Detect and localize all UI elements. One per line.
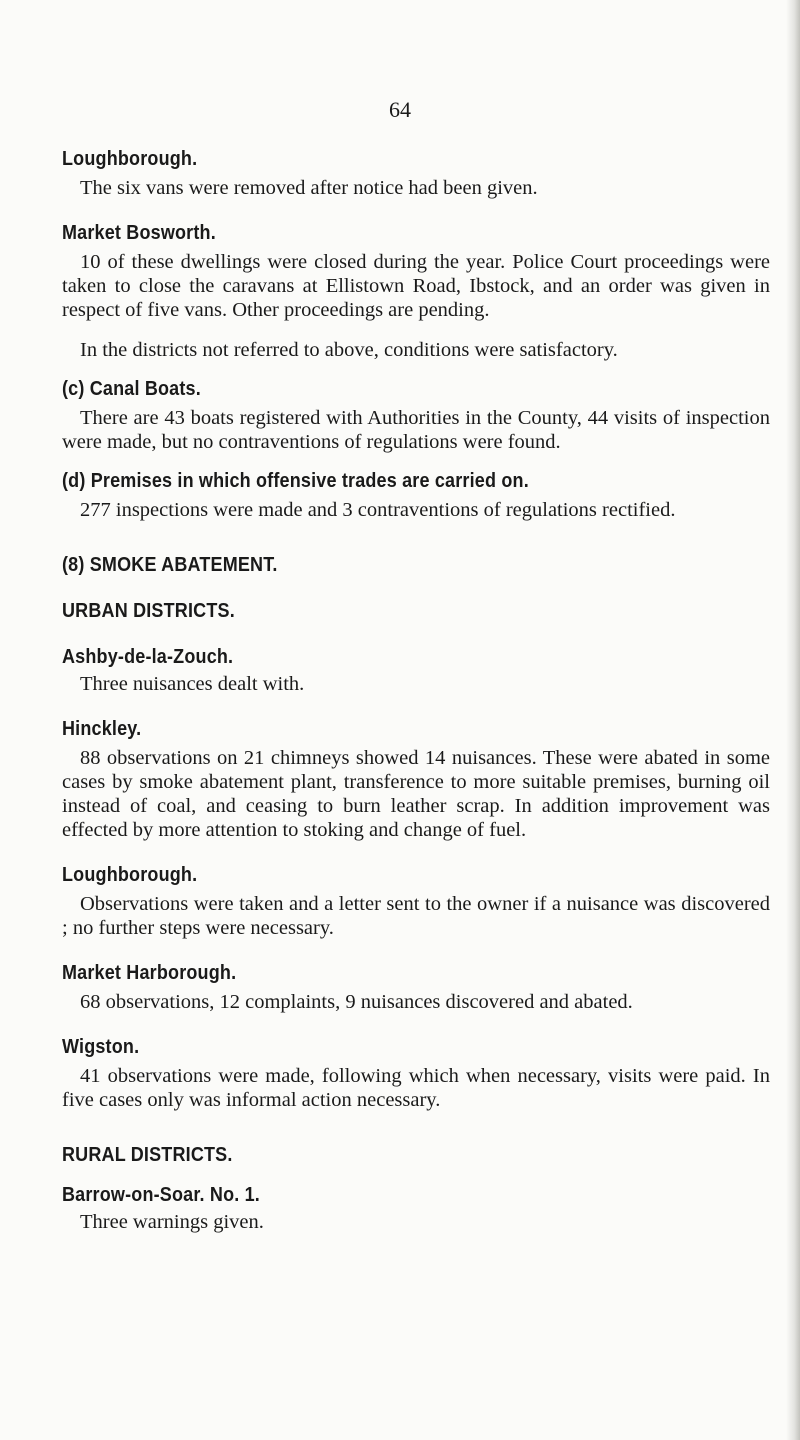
heading-barrow: Barrow-on-Soar. No. 1. bbox=[62, 1184, 260, 1206]
heading-rural-districts: RURAL DISTRICTS. bbox=[62, 1144, 233, 1166]
para-market-bosworth: 10 of these dwellings were closed during the year. Police Court proceedings were taken to close the caravans at Ellistown Road, Ibstock, and an order was given in respect of five vans. Other proceedings are pending. bbox=[62, 251, 770, 321]
heading-loughborough: Loughborough. bbox=[62, 148, 198, 170]
heading-urban-districts: URBAN DISTRICTS. bbox=[62, 600, 235, 622]
para-canal-boats: There are 43 boats registered with Authorities in the County, 44 visits of inspection were made, but no contraventions of regulations were found. bbox=[62, 407, 770, 453]
heading-hinckley: Hinckley. bbox=[62, 718, 142, 740]
document-body bbox=[62, 146, 770, 1234]
para-loughborough: The six vans were removed after notice had been given. bbox=[80, 177, 538, 199]
heading-market-harborough: Market Harborough. bbox=[62, 962, 237, 984]
para-offensive-trades: 277 inspections were made and 3 contraventions of regulations rectified. bbox=[80, 499, 676, 521]
heading-loughborough-smoke: Loughborough. bbox=[62, 864, 198, 886]
heading-market-bosworth: Market Bosworth. bbox=[62, 222, 216, 244]
heading-canal-boats: (c) Canal Boats. bbox=[62, 378, 201, 400]
para-wigston: 41 observations were made, following which when necessary, visits were paid. In five cases only was informal action necessary. bbox=[62, 1065, 770, 1111]
page-edge-shadow bbox=[786, 0, 800, 1440]
para-barrow: Three warnings given. bbox=[80, 1211, 264, 1233]
heading-offensive-trades: (d) Premises in which offensive trades are carried on. bbox=[62, 470, 529, 492]
heading-wigston: Wigston. bbox=[62, 1036, 140, 1058]
para-other-districts: In the districts not referred to above, conditions were satisfactory. bbox=[80, 339, 618, 361]
page-number: 64 bbox=[389, 97, 411, 122]
para-ashby: Three nuisances dealt with. bbox=[80, 673, 305, 695]
para-loughborough-smoke: Observations were taken and a letter sent to the owner if a nuisance was discovered ; no further steps were necessary. bbox=[62, 893, 770, 939]
para-hinckley: 88 observations on 21 chimneys showed 14 nuisances. These were abated in some cases by smoke abatement plant, transference to more suitable premises, burning oil instead of coal, and ceasing to burn leather scrap. In addition improvement was effected by more attention to stoking and change of fuel. bbox=[62, 747, 770, 841]
heading-ashby: Ashby-de-la-Zouch. bbox=[62, 646, 234, 668]
para-market-harborough: 68 observations, 12 complaints, 9 nuisances discovered and abated. bbox=[80, 991, 633, 1013]
heading-smoke-abatement: (8) SMOKE ABATEMENT. bbox=[62, 554, 278, 576]
